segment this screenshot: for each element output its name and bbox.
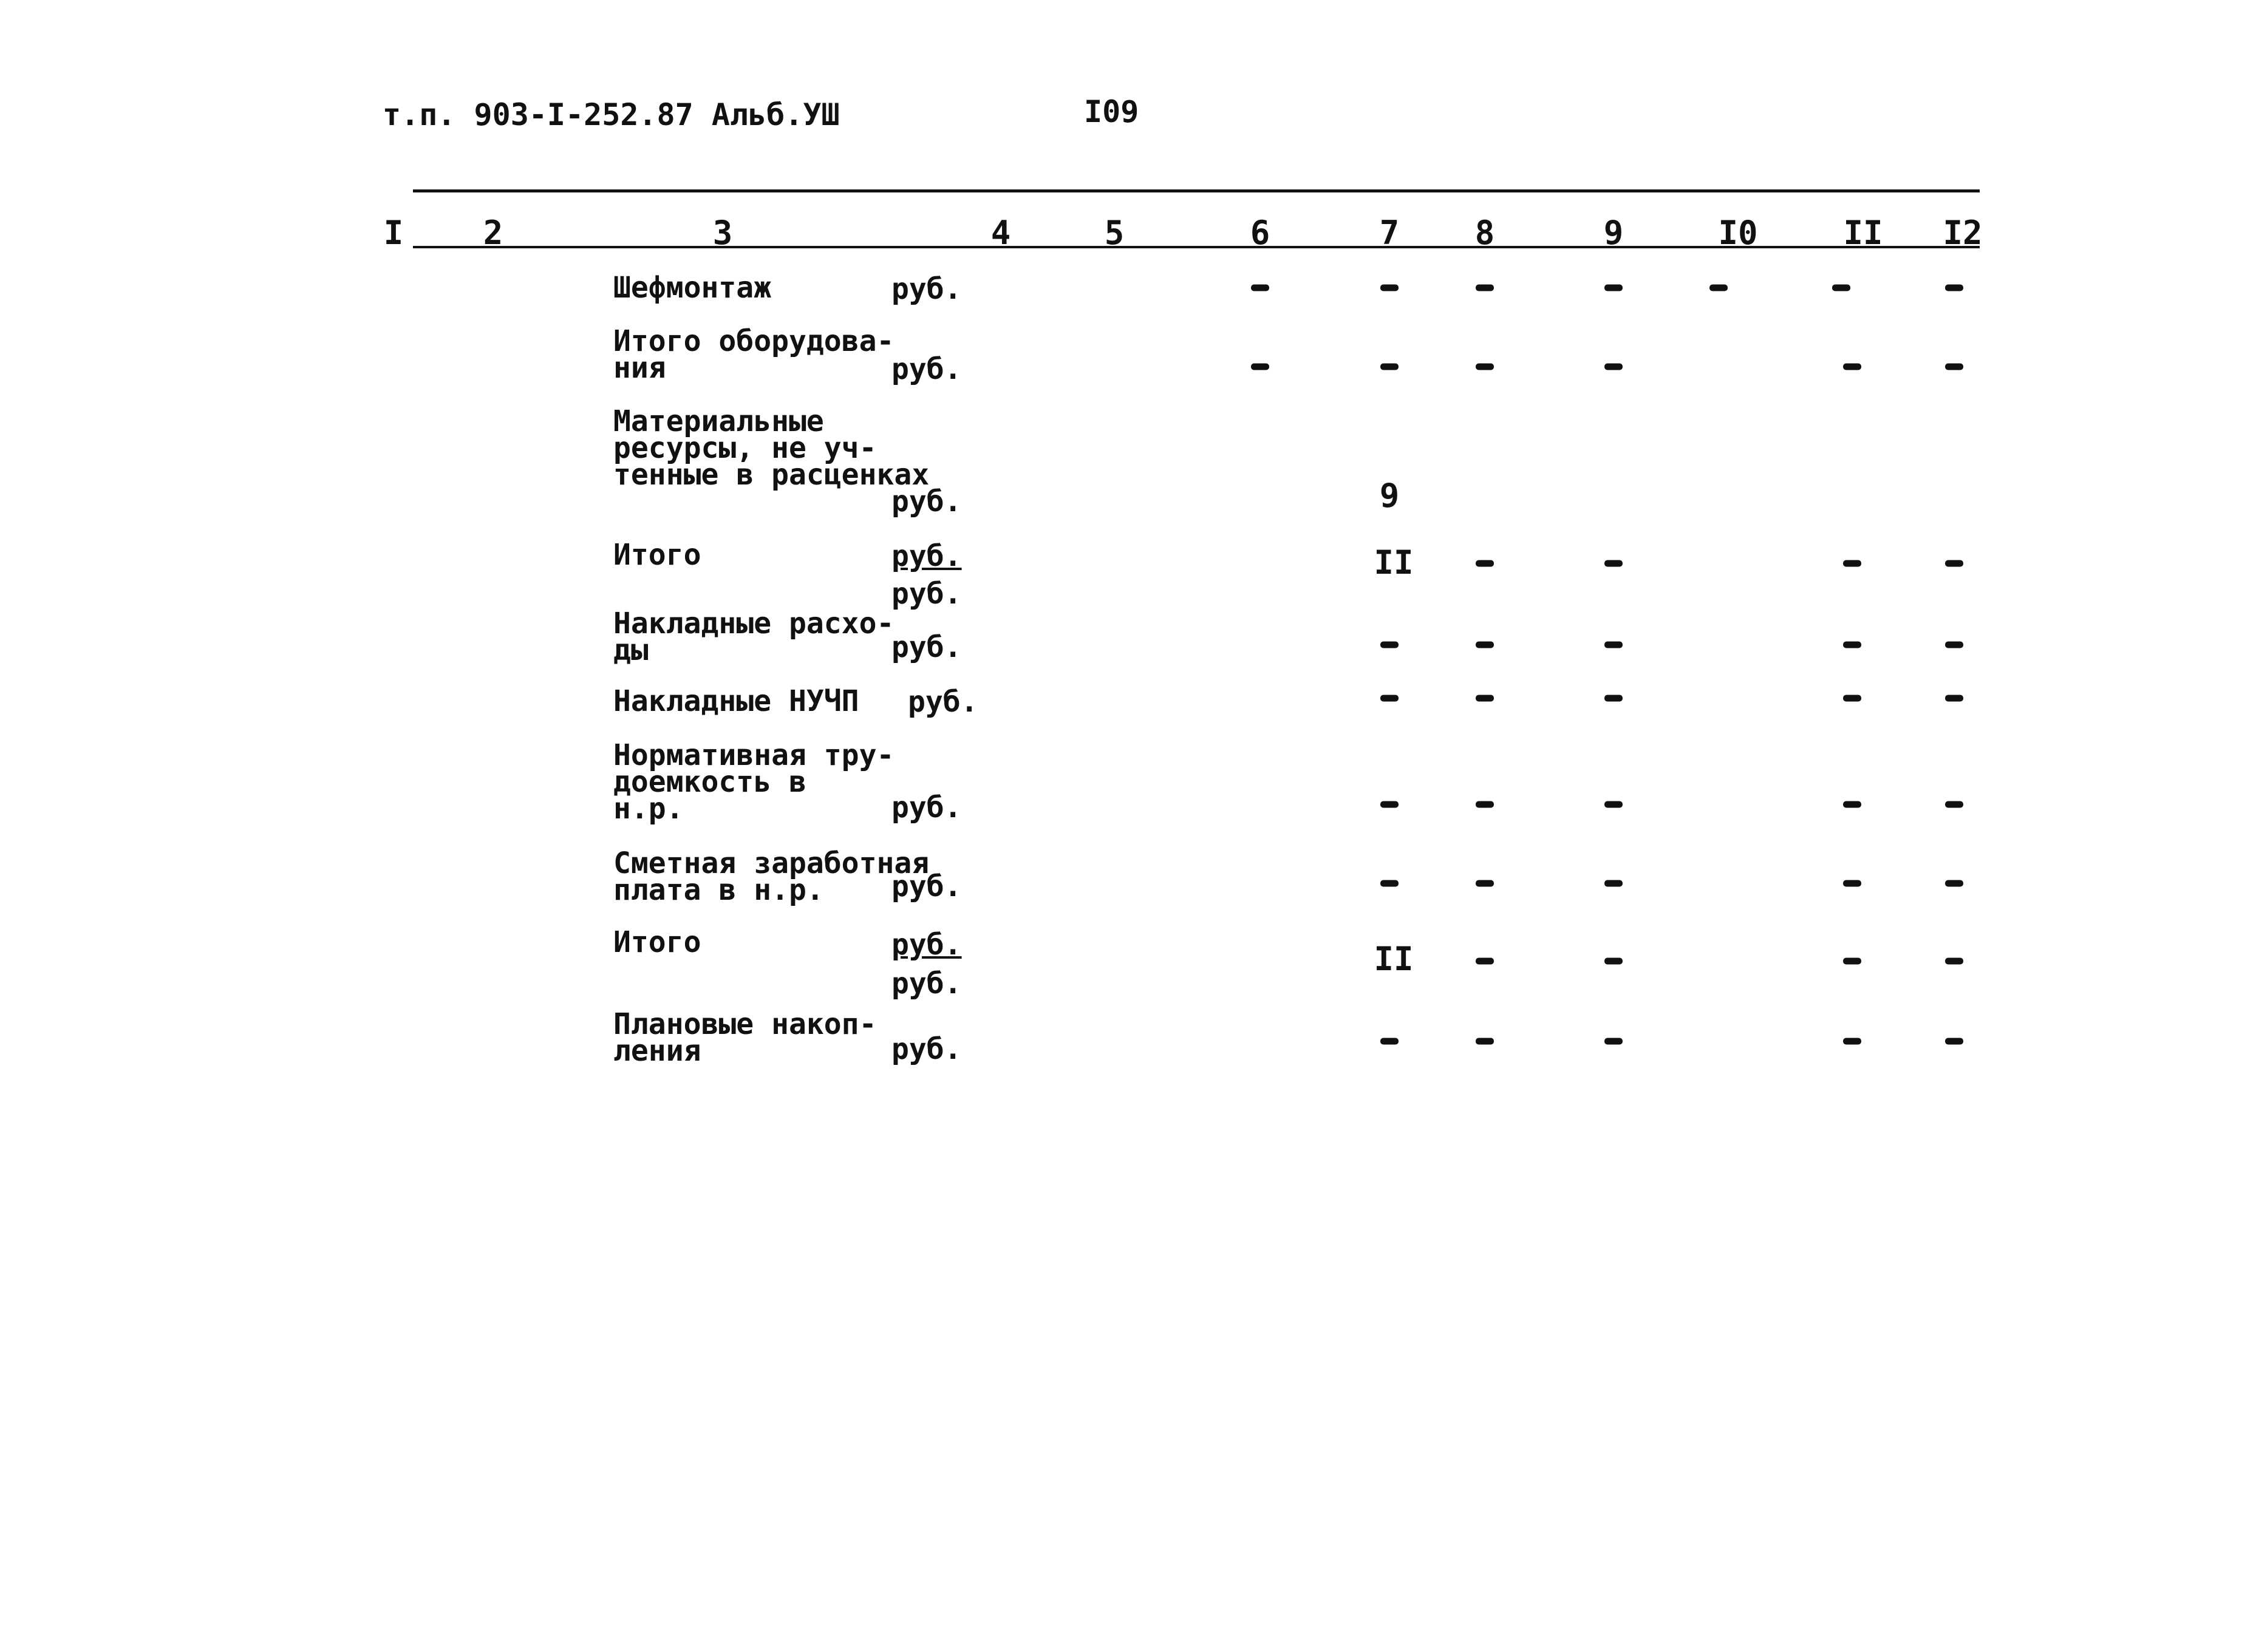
row-label: Итого оборудова- ния [613,324,895,385]
column-number: 9 [1603,214,1624,252]
empty-value-dash [1843,880,1861,887]
empty-value-dash [1604,880,1623,887]
row-label: Накладные НУЧП [613,684,859,718]
empty-value-dash [1945,801,1963,808]
row-label: Сметная заработная плата в н.р. [613,846,930,907]
empty-value-dash [1380,642,1399,648]
empty-value-dash [1380,801,1399,808]
empty-value-dash [1604,1038,1623,1045]
row-unit: руб. [908,685,978,719]
empty-value-dash [1843,1038,1861,1045]
row-unit: руб. [891,272,962,306]
column-number: 7 [1379,214,1400,252]
column-number: 2 [483,214,503,252]
row-unit: руб. [891,484,962,518]
empty-value-dash [1476,880,1494,887]
empty-value-dash [1476,1038,1494,1045]
document-reference: т.п. 903-I-252.87 Альб.УШ [383,97,840,132]
page-number: I09 [1084,94,1139,129]
row-label: Итого [613,925,701,959]
empty-value-dash [1945,880,1963,887]
empty-value-dash [1380,364,1399,370]
empty-value-dash [1843,642,1861,648]
empty-value-dash [1945,285,1963,291]
cell-value: II [1374,940,1414,978]
column-number: 5 [1104,214,1125,252]
empty-value-dash [1843,560,1861,567]
empty-value-dash [1843,801,1861,808]
cell-value: 9 [1379,477,1400,515]
column-number: 8 [1474,214,1495,252]
empty-value-dash [1476,364,1494,370]
row-unit-secondary: руб. [891,577,962,611]
row-unit: руб. [891,539,962,573]
empty-value-dash [1945,642,1963,648]
empty-value-dash [1709,285,1728,291]
row-unit: руб. [891,630,962,664]
row-unit: руб. [891,928,962,962]
empty-value-dash [1251,285,1269,291]
empty-value-dash [1476,695,1494,702]
empty-value-dash [1476,958,1494,965]
empty-value-dash [1476,642,1494,648]
empty-value-dash [1604,958,1623,965]
empty-value-dash [1604,285,1623,291]
empty-value-dash [1380,880,1399,887]
empty-value-dash [1832,285,1850,291]
empty-value-dash [1843,364,1861,370]
row-label: Накладные расхо- ды [613,607,895,667]
empty-value-dash [1604,642,1623,648]
row-unit: руб. [891,869,962,903]
column-number: 3 [712,214,733,252]
empty-value-dash [1476,560,1494,567]
column-number: I [383,214,404,252]
empty-value-dash [1945,958,1963,965]
empty-value-dash [1945,560,1963,567]
empty-value-dash [1604,364,1623,370]
empty-value-dash [1945,695,1963,702]
row-label: Итого [613,538,701,572]
row-unit: руб. [891,1032,962,1066]
row-unit: руб. [891,790,962,824]
empty-value-dash [1945,364,1963,370]
empty-value-dash [1604,560,1623,567]
empty-value-dash [1380,1038,1399,1045]
column-number: I0 [1718,214,1758,252]
table-top-rule [413,189,1980,192]
row-label: Шефмонтаж [613,271,772,305]
column-number: 6 [1250,214,1270,252]
empty-value-dash [1945,1038,1963,1045]
empty-value-dash [1843,695,1861,702]
cell-value: II [1374,543,1414,582]
row-label: Материальные ресурсы, не уч- тенные в расценках [613,404,930,492]
empty-value-dash [1604,801,1623,808]
row-label: Плановые накоп- ления [613,1007,877,1068]
empty-value-dash [1476,801,1494,808]
empty-value-dash [1380,285,1399,291]
column-number: I2 [1943,214,1983,252]
empty-value-dash [1604,695,1623,702]
empty-value-dash [1251,364,1269,370]
column-number: 4 [990,214,1011,252]
row-unit: руб. [891,352,962,386]
empty-value-dash [1843,958,1861,965]
row-unit-secondary: руб. [891,967,962,1001]
column-number: II [1843,214,1883,252]
empty-value-dash [1380,695,1399,702]
empty-value-dash [1476,285,1494,291]
row-label: Нормативная тру- доемкость в н.р. [613,738,895,826]
